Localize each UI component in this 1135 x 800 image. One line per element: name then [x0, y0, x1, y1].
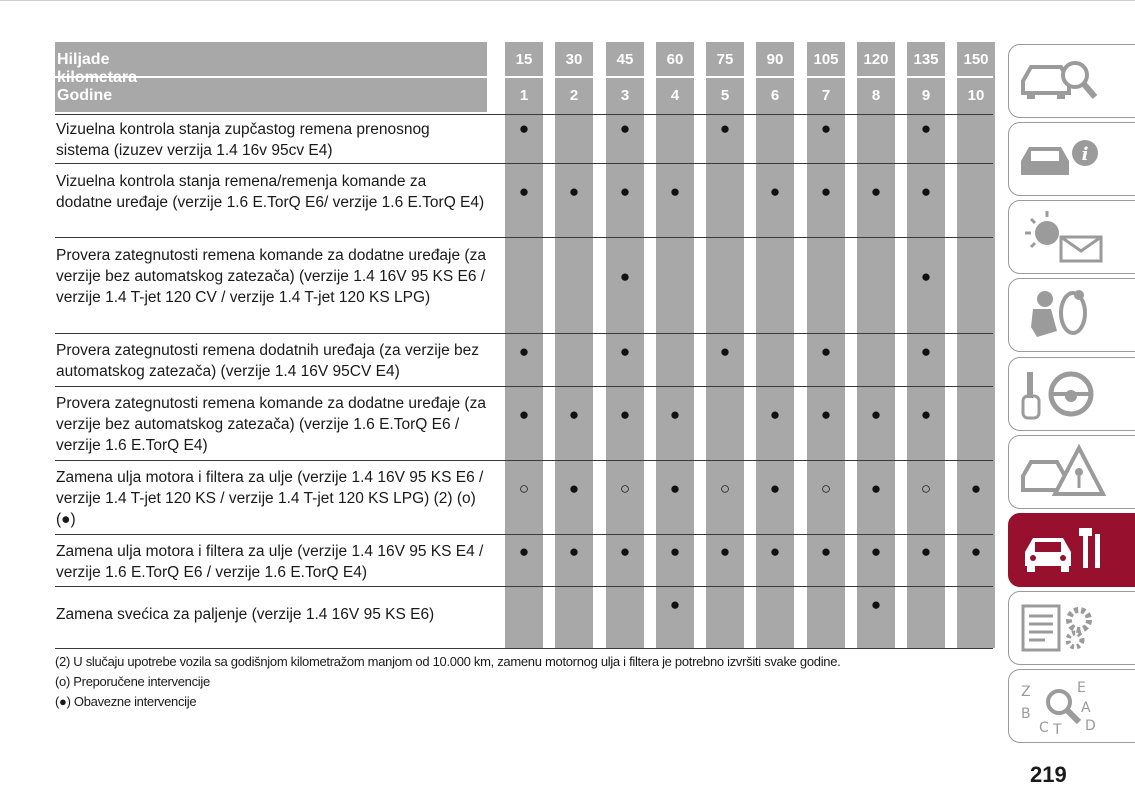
- interval-mark: ●: [920, 182, 932, 201]
- km-header: 75: [716, 51, 734, 68]
- tab-warning-lights[interactable]: [1008, 200, 1135, 274]
- row-divider: [55, 648, 993, 649]
- key-steering-wheel-icon: [1017, 366, 1107, 422]
- km-header: 60: [666, 51, 684, 68]
- car-magnifier-icon: [1017, 53, 1107, 109]
- index-letter: Z: [1021, 684, 1031, 700]
- interval-mark: ●: [769, 542, 781, 561]
- interval-mark: ●: [769, 479, 781, 498]
- index-letter: C: [1039, 720, 1049, 734]
- interval-mark: ●: [820, 542, 832, 561]
- header-divider: [55, 76, 993, 78]
- interval-mark: ●: [518, 342, 530, 361]
- table-row-text: Provera zategnutosti remena komande za dodatne uređaje (za verzije bez automatskog zatezača) (verzije 1.6 E.TorQ E6 / verzije 1.6 E.TorQ E4): [56, 395, 486, 454]
- tab-maintenance[interactable]: [1008, 513, 1135, 587]
- km-header: 15: [515, 51, 533, 68]
- interval-mark: ○: [619, 479, 631, 498]
- year-header: 6: [770, 87, 780, 104]
- footnote-mandatory: (●) Obavezne intervencije: [55, 694, 197, 709]
- interval-mark: ●: [568, 542, 580, 561]
- interval-mark: ●: [619, 542, 631, 561]
- interval-mark: ●: [619, 119, 631, 138]
- interval-mark: ●: [870, 542, 882, 561]
- row-divider: [55, 333, 993, 334]
- interval-mark: ●: [870, 405, 882, 424]
- table-row-text: Zamena ulja motora i filtera za ulje (verzije 1.4 16V 95 KS E4 / verzije 1.6 E.TorQ E6 / verzije 1.6 E.TorQ E4): [56, 543, 484, 581]
- header-km-label: Hiljade kilometara: [57, 51, 138, 86]
- interval-mark: ●: [568, 405, 580, 424]
- km-header: 90: [766, 51, 784, 68]
- airbag-person-icon: [1017, 287, 1107, 343]
- year-header: 3: [620, 87, 630, 104]
- interval-mark: ●: [920, 542, 932, 561]
- interval-mark: ●: [518, 542, 530, 561]
- interval-mark: ●: [920, 342, 932, 361]
- interval-mark: ●: [568, 479, 580, 498]
- interval-mark: ●: [669, 182, 681, 201]
- tab-car-info[interactable]: [1008, 122, 1135, 196]
- interval-mark: ●: [870, 595, 882, 614]
- index-letter: E: [1077, 680, 1086, 696]
- car-service-wrench-icon: [1017, 522, 1107, 578]
- warning-light-message-icon: [1017, 209, 1107, 265]
- row-divider: [55, 386, 993, 387]
- year-header: 9: [921, 87, 931, 104]
- footnote-2: (2) U slučaju upotrebe vozila sa godišnjom kilometražom manjom od 10.000 km, zamenu motornog ulja i filtera je potrebno izvršiti svake godine.: [55, 654, 841, 669]
- index-letter: A: [1081, 700, 1091, 716]
- tab-emergency[interactable]: [1008, 435, 1135, 509]
- svg-text:i: i: [1081, 144, 1089, 165]
- year-header: 10: [967, 87, 985, 104]
- row-divider: [55, 586, 993, 587]
- tab-safety[interactable]: [1008, 278, 1135, 352]
- footnotes: [55, 652, 840, 712]
- km-header: 105: [813, 51, 839, 68]
- row-divider: [55, 237, 993, 238]
- row-divider: [55, 163, 993, 164]
- interval-mark: ●: [619, 182, 631, 201]
- interval-mark: ●: [970, 542, 982, 561]
- year-header: 1: [519, 87, 529, 104]
- index-letter: T: [1053, 722, 1062, 734]
- interval-mark: ●: [820, 182, 832, 201]
- interval-mark: ●: [619, 405, 631, 424]
- interval-mark: ●: [669, 479, 681, 498]
- year-header: 5: [720, 87, 730, 104]
- interval-mark: ○: [719, 479, 731, 498]
- table-row-text: Vizuelna kontrola stanja zupčastog remena prenosnog sistema (izuzev verzija 1.4 16v 95cv E4): [56, 121, 430, 159]
- index-letter: D: [1085, 718, 1096, 734]
- table-row-text: Provera zategnutosti remena dodatnih uređaja (za verzije bez automatskog zatezača) (verzije 1.4 16V 95CV E4): [56, 342, 480, 380]
- year-header: 7: [821, 87, 831, 104]
- row-divider: [55, 114, 993, 115]
- table-row-text: Zamena svećica za paljenje (verzije 1.4 16V 95 KS E6): [56, 606, 435, 623]
- km-header: 150: [963, 51, 989, 68]
- year-header: 2: [569, 87, 579, 104]
- table-row-text: Vizuelna kontrola stanja remena/remenja komande za dodatne uređaje (verzije 1.6 E.TorQ E6/ verzije 1.6 E.TorQ E4): [56, 173, 485, 211]
- interval-mark: ●: [568, 182, 580, 201]
- interval-mark: ●: [920, 267, 932, 286]
- interval-mark: ●: [518, 119, 530, 138]
- km-header: 120: [863, 51, 889, 68]
- index-letter: B: [1021, 706, 1031, 722]
- interval-mark: ●: [870, 479, 882, 498]
- km-header: 135: [913, 51, 939, 68]
- car-breakdown-warning-icon: [1017, 444, 1107, 500]
- car-info-icon: [1017, 131, 1107, 187]
- year-header: 8: [871, 87, 881, 104]
- interval-mark: ○: [518, 479, 530, 498]
- interval-mark: ●: [518, 405, 530, 424]
- table-row-text: Zamena ulja motora i filtera za ulje (verzije 1.4 16V 95 KS E6 / verzije 1.4 T-jet 120 KS / verzije 1.4 T-jet 120 KS LPG) (2) (o) (●): [56, 469, 484, 528]
- row-divider: [55, 460, 993, 461]
- interval-mark: ●: [870, 182, 882, 201]
- interval-mark: ●: [769, 405, 781, 424]
- tab-knowing-the-car[interactable]: [1008, 44, 1135, 118]
- interval-mark: ●: [920, 119, 932, 138]
- tab-technical-data[interactable]: [1008, 591, 1135, 665]
- page-number: 219: [1030, 762, 1067, 787]
- interval-mark: ●: [669, 405, 681, 424]
- alphabet-index-search-icon: [1017, 678, 1107, 734]
- year-header: 4: [670, 87, 680, 104]
- row-divider: [55, 534, 993, 535]
- tab-starting-driving[interactable]: [1008, 357, 1135, 431]
- interval-mark: ○: [820, 479, 832, 498]
- specs-gears-icon: [1017, 600, 1107, 656]
- footnote-recommended: (o) Preporučene intervencije: [55, 674, 210, 689]
- interval-mark: ●: [769, 182, 781, 201]
- interval-mark: ●: [619, 342, 631, 361]
- km-header: 45: [616, 51, 634, 68]
- interval-mark: ●: [518, 182, 530, 201]
- interval-mark: ●: [970, 479, 982, 498]
- table-row-text: Provera zategnutosti remena komande za dodatne uređaje (za verzije bez automatskog zatezača) (verzije 1.4 16V 95 KS E6 / verzije 1.4 T-jet 120 CV / verzije 1.4 T-jet 120 KS LPG): [56, 247, 486, 306]
- interval-mark: ●: [719, 119, 731, 138]
- tab-alphabetical-index[interactable]: [1008, 669, 1135, 743]
- interval-mark: ●: [719, 342, 731, 361]
- interval-mark: ●: [669, 595, 681, 614]
- km-header: 30: [565, 51, 583, 68]
- interval-mark: ●: [619, 267, 631, 286]
- top-rule: [0, 0, 1135, 1]
- interval-mark: ●: [820, 119, 832, 138]
- interval-mark: ●: [820, 342, 832, 361]
- interval-mark: ●: [820, 405, 832, 424]
- interval-mark: ●: [719, 542, 731, 561]
- header-years-label: Godine: [57, 87, 113, 104]
- interval-mark: ●: [920, 405, 932, 424]
- interval-mark: ○: [920, 479, 932, 498]
- interval-mark: ●: [669, 542, 681, 561]
